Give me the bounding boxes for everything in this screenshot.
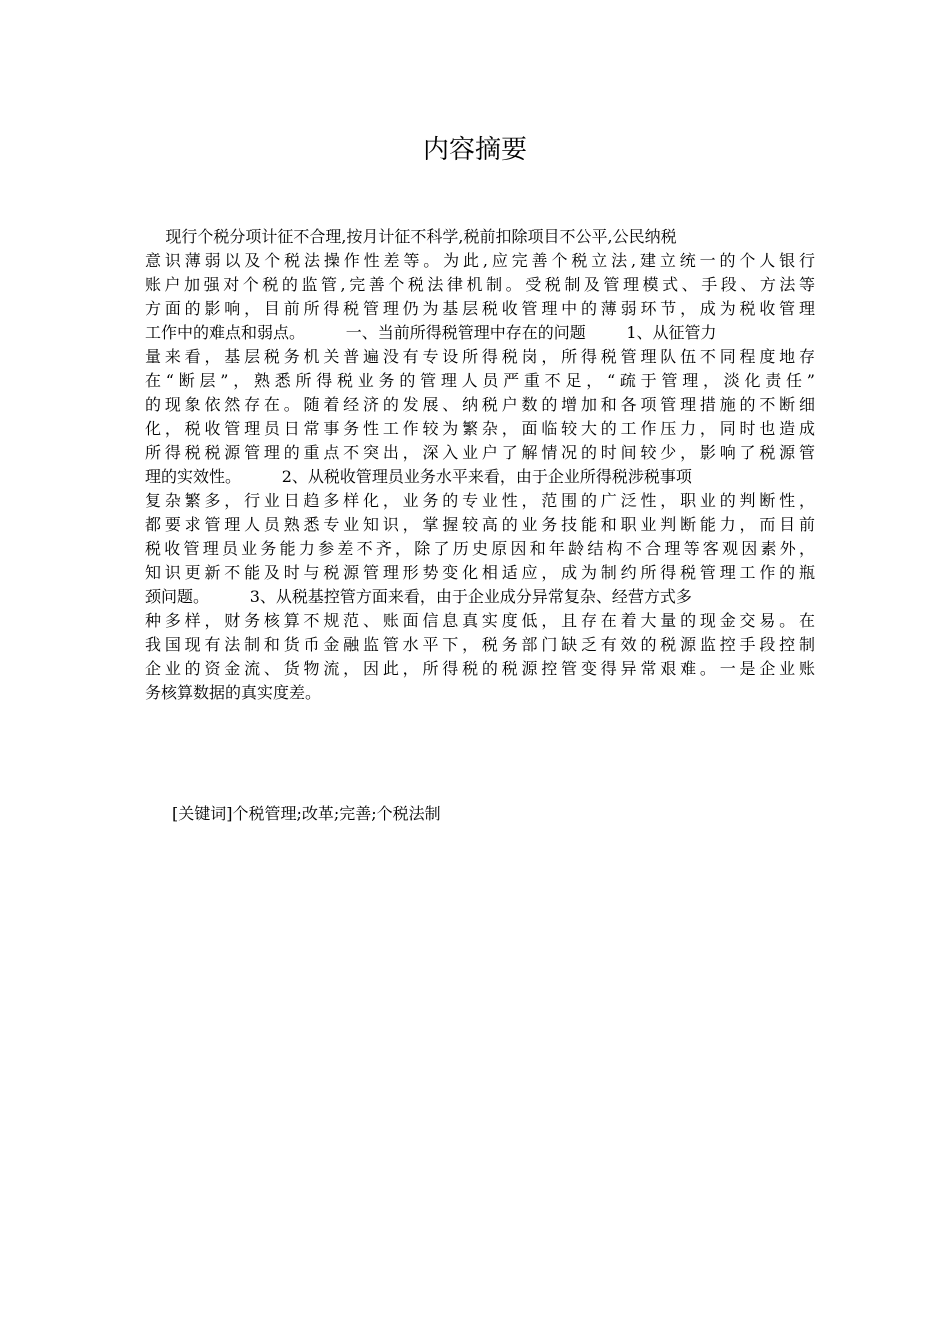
abstract-line: 企业的资金流、货物流，因此，所得税的税源控管变得异常艰难。一是企业账 [145, 659, 815, 678]
abstract-line: 知识更新不能及时与税源管理形势变化相适应，成为制约所得税管理工作的瓶 [145, 563, 815, 582]
abstract-line: 量来看，基层税务机关普遍没有专设所得税岗，所得税管理队伍不同程度地存 [145, 347, 815, 366]
abstract-line: 现行个税分项计征不合理,按月计征不科学,税前扣除项目不公平,公民纳税 [145, 227, 677, 246]
abstract-line: 账户加强对个税的监管,完善个税法律机制。受税制及管理模式、手段、方法等 [145, 275, 815, 294]
abstract-line: 意识薄弱以及个税法操作性差等。为此,应完善个税立法,建立统一的个人银行 [145, 251, 815, 270]
abstract-title: 内容摘要 [422, 135, 527, 165]
abstract-line: 在“断层”，熟悉所得税业务的管理人员严重不足，“疏于管理，淡化责任” [145, 371, 815, 390]
abstract-line: 方面的影响，目前所得税管理仍为基层税收管理中的薄弱环节，成为税收管理 [145, 299, 815, 318]
abstract-line: 我国现有法制和货币金融监管水平下，税务部门缺乏有效的税源监控手段控制 [145, 635, 815, 654]
abstract-line: 颈问题。 3、从税基控管方面来看，由于企业成分异常复杂、经营方式多 [145, 587, 692, 606]
abstract-line: 化，税收管理员日常事务性工作较为繁杂，面临较大的工作压力，同时也造成 [145, 419, 815, 438]
abstract-line: 都要求管理人员熟悉专业知识，掌握较高的业务技能和职业判断能力，而目前 [145, 515, 815, 534]
keywords-line: [关键词]个税管理;改革;完善;个税法制 [172, 804, 441, 823]
abstract-body [145, 225, 815, 705]
abstract-line: 税收管理员业务能力参差不齐，除了历史原因和年龄结构不合理等客观因素外， [145, 539, 815, 558]
abstract-line: 所得税税源管理的重点不突出，深入业户了解情况的时间较少，影响了税源管 [145, 443, 815, 462]
abstract-line: 种多样，财务核算不规范、账面信息真实度低，且存在着大量的现金交易。在 [145, 611, 815, 630]
abstract-line: 务核算数据的真实度差。 [145, 683, 322, 702]
abstract-line: 理的实效性。 2、从税收管理员业务水平来看，由于企业所得税涉税事项 [145, 467, 692, 486]
abstract-line: 的现象依然存在。随着经济的发展、纳税户数的增加和各项管理措施的不断细 [145, 395, 815, 414]
abstract-line: 工作中的难点和弱点。 一、当前所得税管理中存在的问题 1、从征管力 [145, 323, 717, 342]
abstract-line: 复杂繁多，行业日趋多样化，业务的专业性，范围的广泛性，职业的判断性， [145, 491, 815, 510]
